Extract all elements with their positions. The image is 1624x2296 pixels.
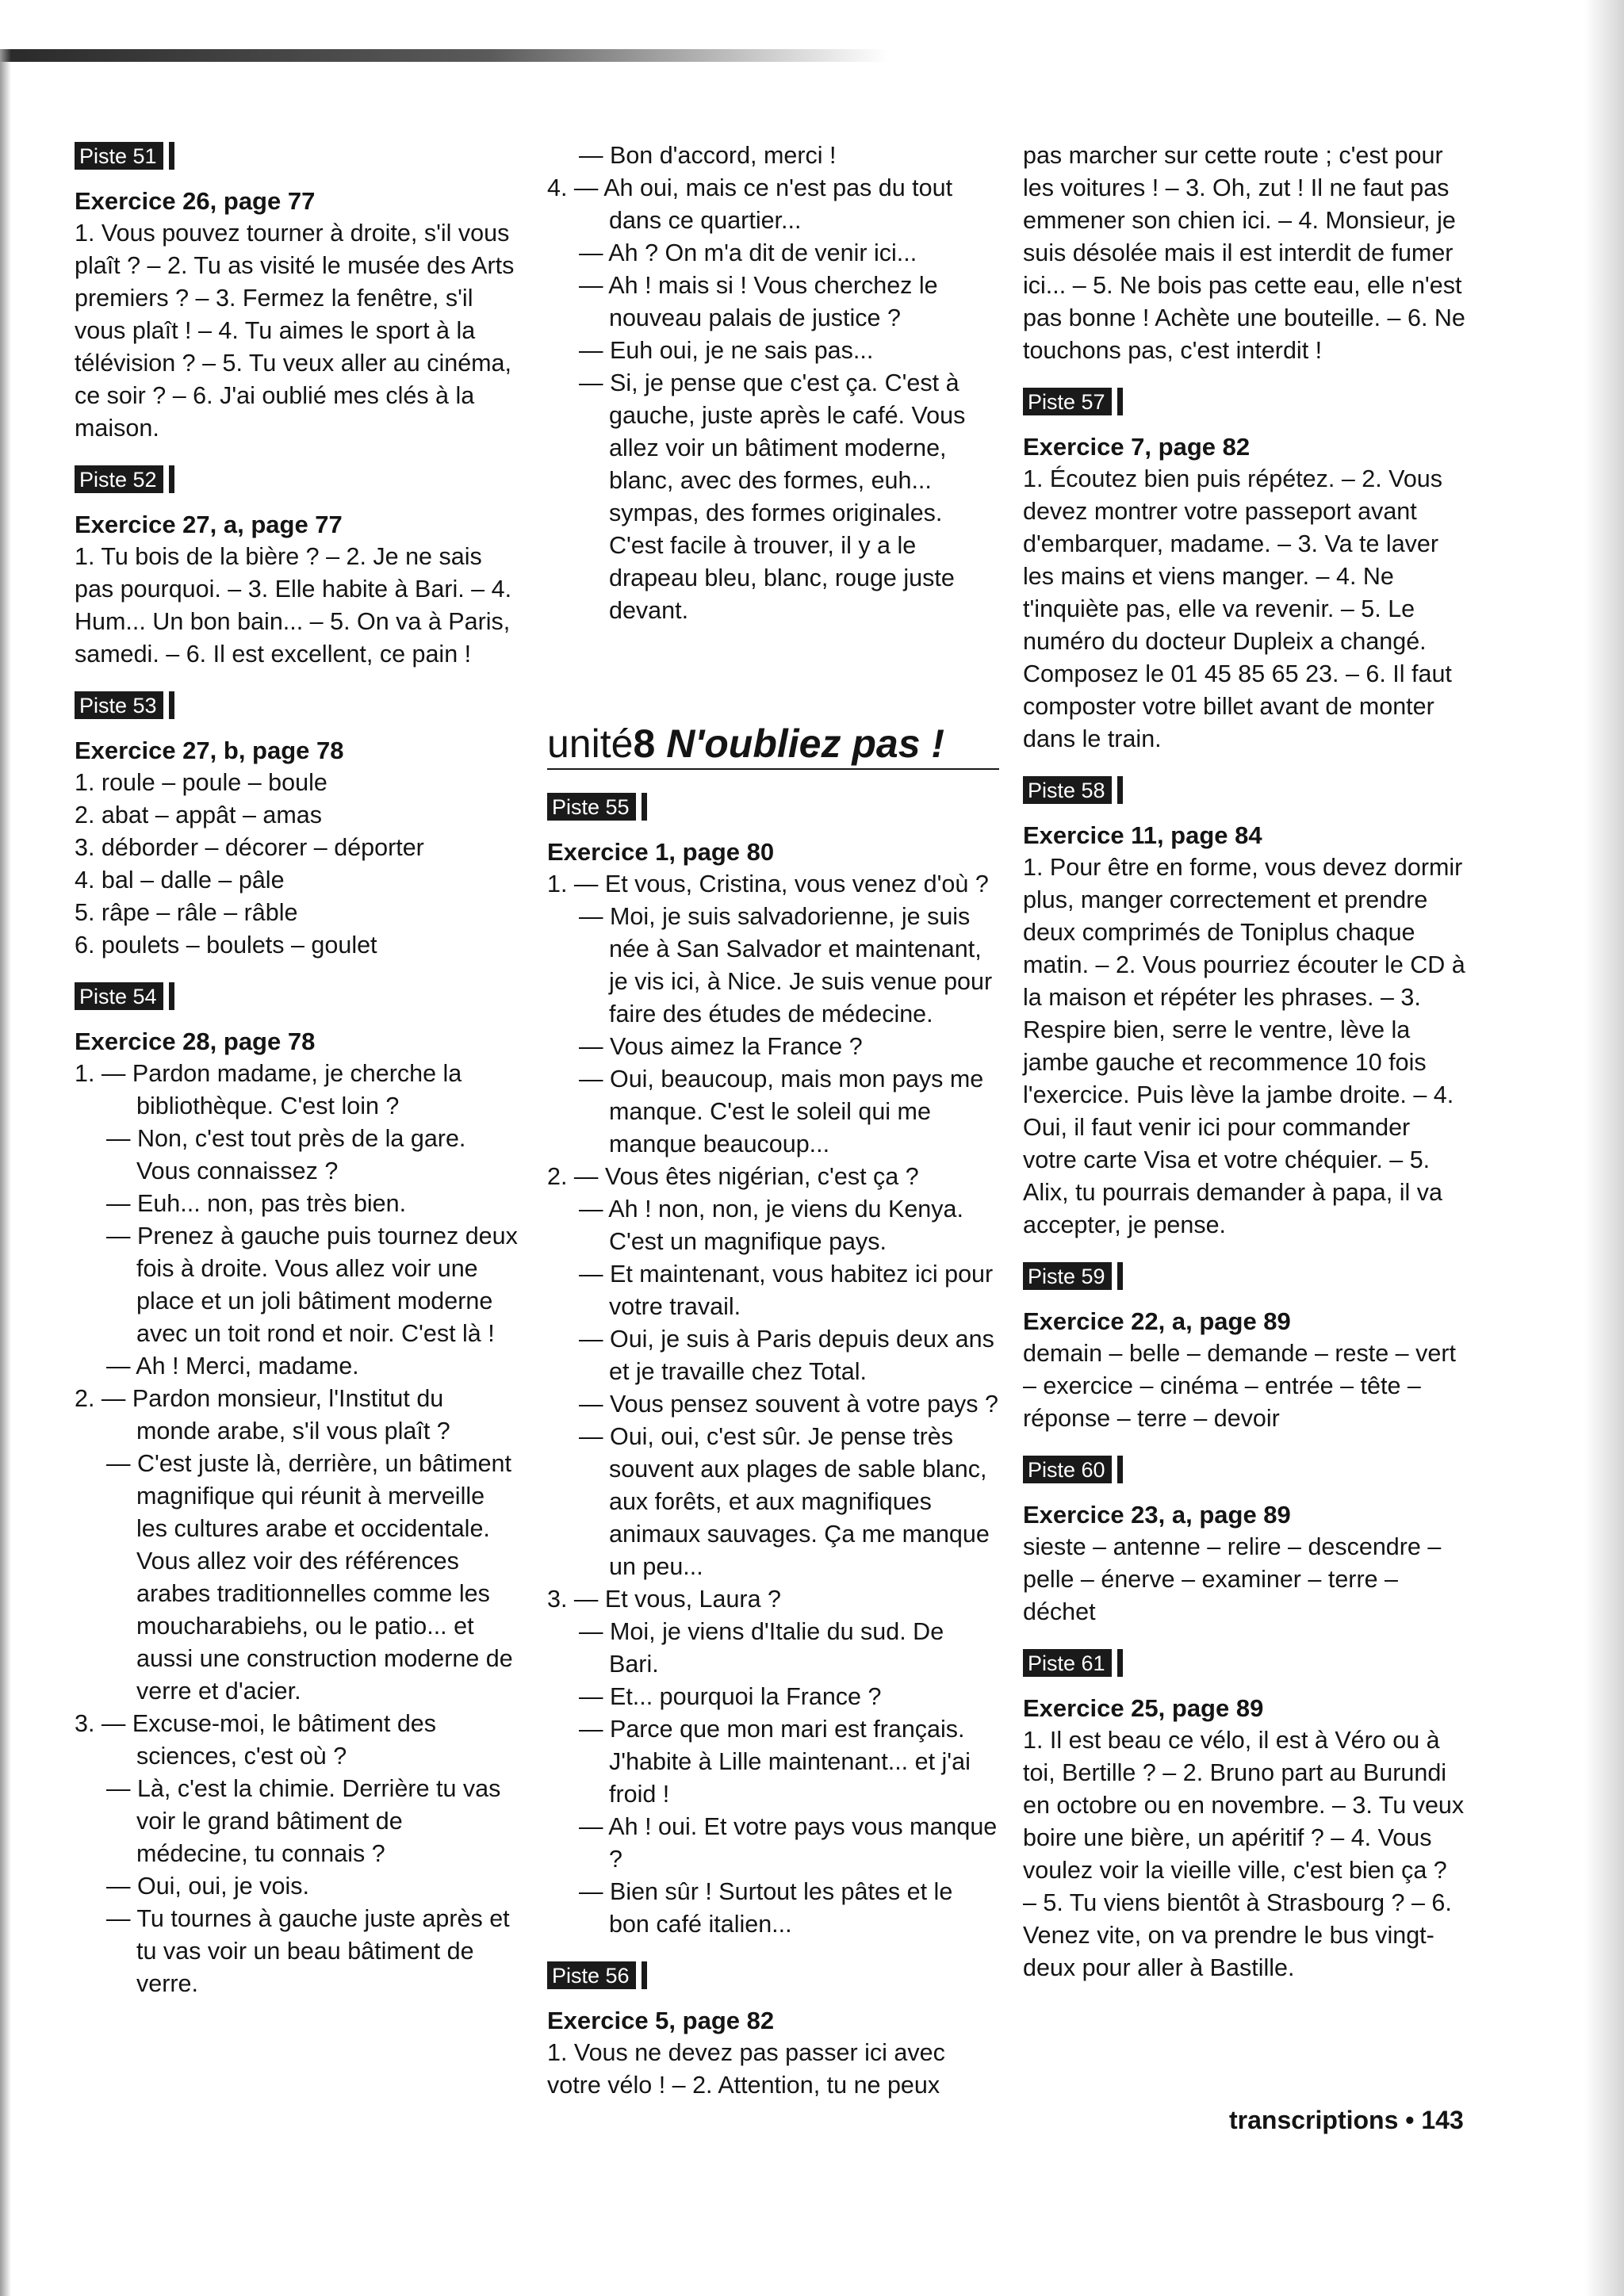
column-1 (75, 140, 519, 2000)
exercise-title-22a: Exercice 22, a, page 89 (1023, 1307, 1291, 1335)
list-item: 4. bal – dalle – pâle (75, 867, 285, 894)
scan-edge-right (1584, 0, 1624, 2296)
dialogue-line: — Là, c'est la chimie. Derrière tu vas voir le grand bâtiment de médecine, tu connais ? (106, 1775, 501, 1867)
dialogue-line: — Oui, oui, c'est sûr. Je pense très souvent aux plages de sable blanc, aux forêts, et aux magnifiques animaux sauvages. Ça me manque un peu... (579, 1423, 990, 1580)
exercise-title-25: Exercice 25, page 89 (1023, 1694, 1264, 1722)
page-number: 143 (1421, 2106, 1464, 2134)
dialogue-line: — Ah ! non, non, je viens du Kenya. C'est un magnifique pays. (579, 1196, 963, 1255)
page-footer (1229, 2104, 1464, 2136)
list-item: 1. roule – poule – boule (75, 769, 327, 796)
piste-label-59: Piste 59 (1023, 1262, 1117, 1290)
dialogue-line: — C'est juste là, derrière, un bâtiment magnifique qui réunit à merveille les cultures arabe et occidentale. Vous allez voir des références arabes traditionnelles comme les moucharabiehs, ou le patio... et aussi une construction moderne de verre et d'acier. (106, 1450, 513, 1705)
scan-edge-left (0, 49, 11, 2296)
unit-title: N'oubliez pas ! (666, 721, 945, 766)
dialogue-line: — Oui, oui, je vois. (106, 1873, 309, 1900)
piste-label-60: Piste 60 (1023, 1456, 1117, 1483)
list-item: 2. abat – appât – amas (75, 802, 322, 828)
exercise-text-27a: 1. Tu bois de la bière ? – 2. Je ne sais pas pourquoi. – 3. Elle habite à Bari. – 4. Hum... Un bon bain... – 5. On va à Paris, samedi. – 6. Il est excellent, ce pain ! (75, 543, 512, 668)
exercise-title-28: Exercice 28, page 78 (75, 1027, 316, 1055)
piste-label-57: Piste 57 (1023, 388, 1117, 415)
exercise-text-5: 1. Vous ne devez pas passer ici avec votre vélo ! – 2. Attention, tu ne peux (547, 2039, 945, 2099)
dialogue-line: — Prenez à gauche puis tournez deux fois à droite. Vous allez voir une place et un joli bâtiment moderne avec un toit rond et noir. C'est là ! (106, 1223, 518, 1347)
dialogue-line: — Bien sûr ! Surtout les pâtes et le bon café italien... (579, 1878, 953, 1938)
exercise-text-11: 1. Pour être en forme, vous devez dormir plus, manger correctement et prendre deux comprimés de Toniplus chaque matin. – 2. Vous pourriez écouter le CD à la maison et répéter les phrases. – 3. Respire bien, serre le ventre, lève la jambe gauche et recommence 10 fois l'exercice. Puis lève la jambe droite. – 4. Oui, il faut venir ici pour commander votre carte Visa et votre chéquier. – 5. Alix, tu pourrais demander à papa, il va accepter, je pense. (1023, 854, 1465, 1238)
piste-label-52: Piste 52 (75, 465, 169, 493)
column-3 (1023, 140, 1467, 1984)
exercise-title-7: Exercice 7, page 82 (1023, 433, 1251, 461)
dialogue-line: — Moi, je viens d'Italie du sud. De Bari. (579, 1618, 944, 1678)
column-2 (547, 140, 999, 2102)
exercise-title-5: Exercice 5, page 82 (547, 2007, 775, 2034)
dialogue-line: — Parce que mon mari est français. J'habite à Lille maintenant... et j'ai froid ! (579, 1716, 971, 1808)
dialogue-line: — Ah ? On m'a dit de venir ici... (579, 239, 917, 266)
exercise-title-11: Exercice 11, page 84 (1023, 821, 1262, 849)
exercise-title-23a: Exercice 23, a, page 89 (1023, 1501, 1291, 1529)
dialogue-1 (547, 868, 999, 1941)
unit-heading (547, 721, 999, 770)
piste-label-54: Piste 54 (75, 982, 169, 1010)
dialogue-28 (75, 1058, 519, 2000)
dialogue-line: — Euh... non, pas très bien. (106, 1190, 407, 1217)
dialogue-line: — Si, je pense que c'est ça. C'est à gauche, juste après le café. Vous allez voir un bâtiment moderne, blanc, avec des formes, euh... sympas, des formes originales. C'est facile à trouver, il y a le drapeau bleu, blanc, rouge juste devant. (579, 369, 966, 624)
dialogue-line: 2. — Vous êtes nigérian, c'est ça ? (547, 1163, 919, 1190)
piste-label-53: Piste 53 (75, 691, 169, 719)
exercise-list-27b (75, 767, 519, 962)
dialogue-line: 1. — Et vous, Cristina, vous venez d'où ? (547, 871, 989, 897)
piste-label-58: Piste 58 (1023, 776, 1117, 804)
dialogue-line: — Tu tournes à gauche juste après et tu vas voir un beau bâtiment de verre. (106, 1905, 510, 1997)
exercise-text-5-continued: pas marcher sur cette route ; c'est pour les voitures ! – 3. Oh, zut ! Il ne faut pas emmener son chien ici. – 4. Monsieur, je suis désolée mais il est interdit de fumer ici... – 5. Ne bois pas cette eau, elle n'est pas bonne ! Achète une bouteille. – 6. Ne touchons pas, c'est interdit ! (1023, 142, 1465, 364)
dialogue-line: — Et... pourquoi la France ? (579, 1683, 882, 1710)
exercise-title-27b: Exercice 27, b, page 78 (75, 737, 344, 764)
dialogue-line: — Moi, je suis salvadorienne, je suis née à San Salvador et maintenant, je vis ici, à Nice. Je suis venue pour faire des études de médecine. (579, 903, 993, 1027)
footer-bullet: • (1405, 2106, 1415, 2134)
dialogue-line: — Ah ! mais si ! Vous cherchez le nouveau palais de justice ? (579, 272, 938, 331)
dialogue-line: — Euh oui, je ne sais pas... (579, 337, 874, 364)
piste-label-51: Piste 51 (75, 142, 169, 170)
list-item: 5. râpe – râle – râble (75, 899, 298, 926)
dialogue-line: — Ah ! oui. Et votre pays vous manque ? (579, 1813, 998, 1873)
exercise-text-26: 1. Vous pouvez tourner à droite, s'il vous plaît ? – 2. Tu as visité le musée des Arts premiers ? – 3. Fermez la fenêtre, s'il vous plaît ! – 4. Tu aimes le sport à la télévision ? – 5. Tu veux aller au cinéma, ce soir ? – 6. J'ai oublié mes clés à la maison. (75, 220, 515, 442)
dialogue-line: 1. — Pardon madame, je cherche la bibliothèque. C'est loin ? (75, 1060, 462, 1119)
footer-label: transcriptions (1229, 2106, 1399, 2134)
dialogue-line: — Ah ! Merci, madame. (106, 1353, 359, 1380)
exercise-title-27a: Exercice 27, a, page 77 (75, 511, 343, 538)
dialogue-line: — Oui, beaucoup, mais mon pays me manque. C'est le soleil qui me manque beaucoup... (579, 1066, 984, 1158)
exercise-text-23a: sieste – antenne – relire – descendre – pelle – énerve – examiner – terre – déchet (1023, 1533, 1442, 1625)
dialogue-line: 2. — Pardon monsieur, l'Institut du monde arabe, s'il vous plaît ? (75, 1385, 450, 1445)
exercise-text-7: 1. Écoutez bien puis répétez. – 2. Vous devez montrer votre passeport avant d'embarquer, madame. – 3. Va te laver les mains et viens manger. – 4. Ne t'inquiète pas, elle va revenir. – 5. Le numéro du docteur Dupleix a changé. Composez le 01 45 85 65 23. – 6. Il faut composter votre billet avant de monter dans le train. (1023, 465, 1452, 752)
unit-word: unité (547, 721, 634, 766)
exercise-title-26: Exercice 26, page 77 (75, 187, 316, 215)
dialogue-line: — Et maintenant, vous habitez ici pour votre travail. (579, 1261, 994, 1320)
dialogue-line: — Vous pensez souvent à votre pays ? (579, 1391, 998, 1418)
piste-label-56: Piste 56 (547, 1961, 642, 1989)
dialogue-line: 3. — Et vous, Laura ? (547, 1586, 781, 1613)
list-item: 6. poulets – boulets – goulet (75, 932, 377, 959)
exercise-text-25: 1. Il est beau ce vélo, il est à Véro ou à toi, Bertille ? – 2. Bruno part au Burundi en octobre ou en novembre. – 3. Tu veux boire une bière, un apéritif ? – 4. Vous voulez voir la vieille ville, c'est bien ça ? – 5. Tu viens bientôt à Strasbourg ? – 6. Venez vite, on va prendre le bus vingt-deux pour aller à Bastille. (1023, 1727, 1465, 1981)
unit-number: 8 (633, 721, 656, 766)
piste-label-61: Piste 61 (1023, 1649, 1117, 1677)
dialogue-28-continued (547, 140, 999, 627)
dialogue-line: 3. — Excuse-moi, le bâtiment des sciences, c'est où ? (75, 1710, 436, 1770)
piste-label-55: Piste 55 (547, 793, 642, 821)
dialogue-line: — Vous aimez la France ? (579, 1033, 863, 1060)
dialogue-line: — Non, c'est tout près de la gare. Vous connaissez ? (106, 1125, 466, 1184)
scan-edge-top (0, 49, 888, 62)
exercise-text-22a: demain – belle – demande – reste – vert – exercice – cinéma – entrée – tête – réponse – terre – devoir (1023, 1340, 1456, 1432)
dialogue-line: — Oui, je suis à Paris depuis deux ans et je travaille chez Total. (579, 1326, 994, 1385)
exercise-title-1: Exercice 1, page 80 (547, 838, 775, 866)
dialogue-line: 4. — Ah oui, mais ce n'est pas du tout dans ce quartier... (547, 174, 953, 234)
dialogue-line: — Bon d'accord, merci ! (579, 142, 837, 169)
list-item: 3. déborder – décorer – déporter (75, 834, 424, 861)
